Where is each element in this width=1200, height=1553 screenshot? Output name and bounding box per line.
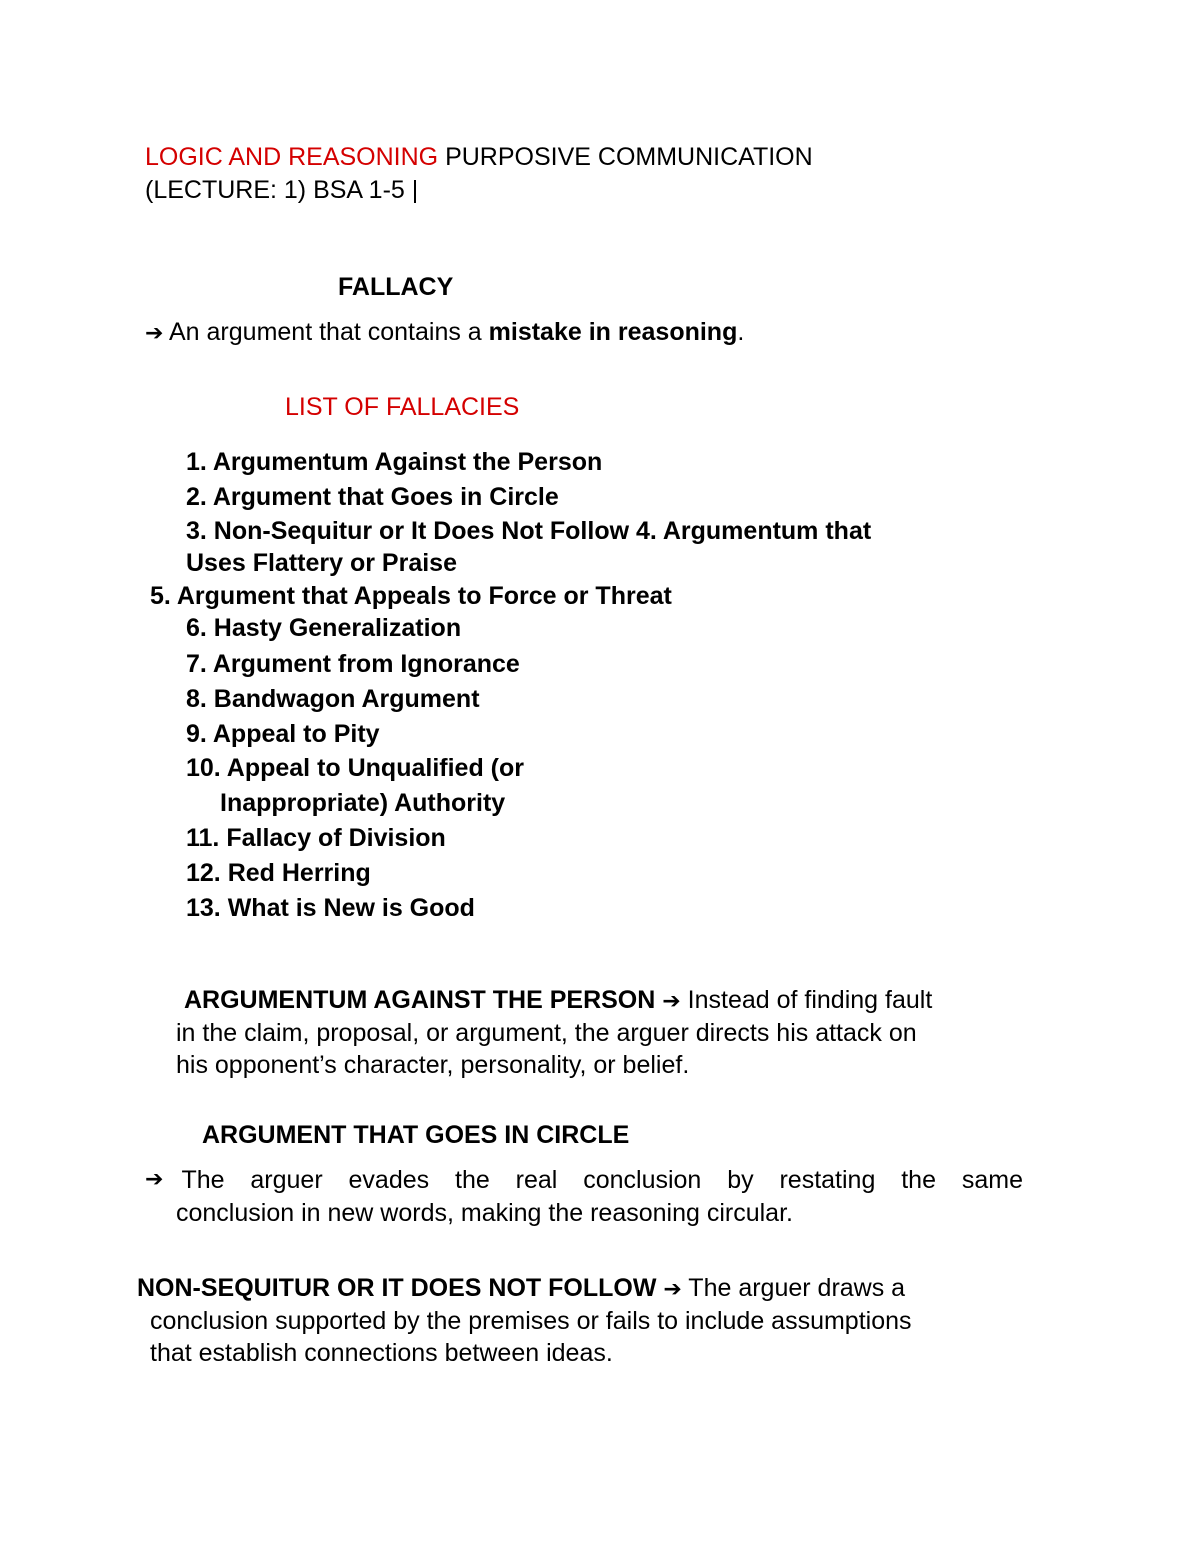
definition-end: .: [737, 318, 745, 346]
section-circle-first-line: [145, 1164, 1023, 1196]
section-text: conclusion in new words, making the reasoning circular.: [176, 1199, 793, 1227]
section-text: that establish connections between ideas.: [150, 1339, 613, 1367]
list-item: 5. Argument that Appeals to Force or Threat: [150, 582, 672, 610]
list-item: 2. Argument that Goes in Circle: [186, 483, 559, 511]
list-heading: LIST OF FALLACIES: [285, 393, 520, 421]
list-item: 8. Bandwagon Argument: [186, 685, 480, 713]
list-item: 7. Argument from Ignorance: [186, 650, 520, 678]
list-item: 10. Appeal to Unqualified (or: [186, 754, 524, 782]
arrow-icon: ➔: [663, 1277, 682, 1302]
list-item: 13. What is New is Good: [186, 894, 475, 922]
section-heading: ARGUMENT THAT GOES IN CIRCLE: [202, 1121, 630, 1149]
list-item: 3. Non-Sequitur or It Does Not Follow 4. Argumentum that: [186, 517, 872, 545]
arrow-icon: ➔: [145, 321, 164, 346]
list-item: Inappropriate) Authority: [220, 789, 506, 817]
list-item: 9. Appeal to Pity: [186, 720, 380, 748]
title-black-part: PURPOSIVE COMMUNICATION: [438, 143, 813, 171]
section-text: Instead of finding fault: [680, 986, 933, 1014]
fallacy-heading: FALLACY: [338, 273, 454, 301]
section-text: his opponent’s character, personality, or belief.: [176, 1051, 690, 1079]
section-text: The arguer draws a: [681, 1274, 906, 1302]
section-text: conclusion supported by the premises or fails to include assumptions: [150, 1307, 912, 1335]
title-red-part: LOGIC AND REASONING: [145, 143, 439, 171]
section-text: in the claim, proposal, or argument, the arguer directs his attack on: [176, 1019, 917, 1047]
document-title: [145, 141, 813, 173]
section-heading: NON-SEQUITUR OR IT DOES NOT FOLLOW: [137, 1274, 657, 1302]
arrow-icon: ➔: [662, 989, 681, 1014]
list-item: Uses Flattery or Praise: [186, 549, 457, 577]
document-subtitle: (LECTURE: 1) BSA 1-5 |: [145, 176, 419, 204]
list-item: 11. Fallacy of Division: [186, 824, 446, 852]
list-item: 1. Argumentum Against the Person: [186, 448, 603, 476]
section-argumentum-against-person: [184, 984, 932, 1018]
definition-emphasis: mistake in reasoning: [488, 318, 738, 346]
fallacy-definition: [145, 316, 744, 350]
section-text: The arguer evades the real conclusion by restating the same: [181, 1166, 1023, 1194]
section-heading: ARGUMENTUM AGAINST THE PERSON: [184, 986, 656, 1014]
list-item: 12. Red Herring: [186, 859, 371, 887]
definition-text: An argument that contains a: [163, 318, 489, 346]
arrow-icon: ➔: [145, 1167, 164, 1192]
list-item: 6. Hasty Generalization: [186, 614, 462, 642]
section-non-sequitur: [137, 1272, 905, 1306]
